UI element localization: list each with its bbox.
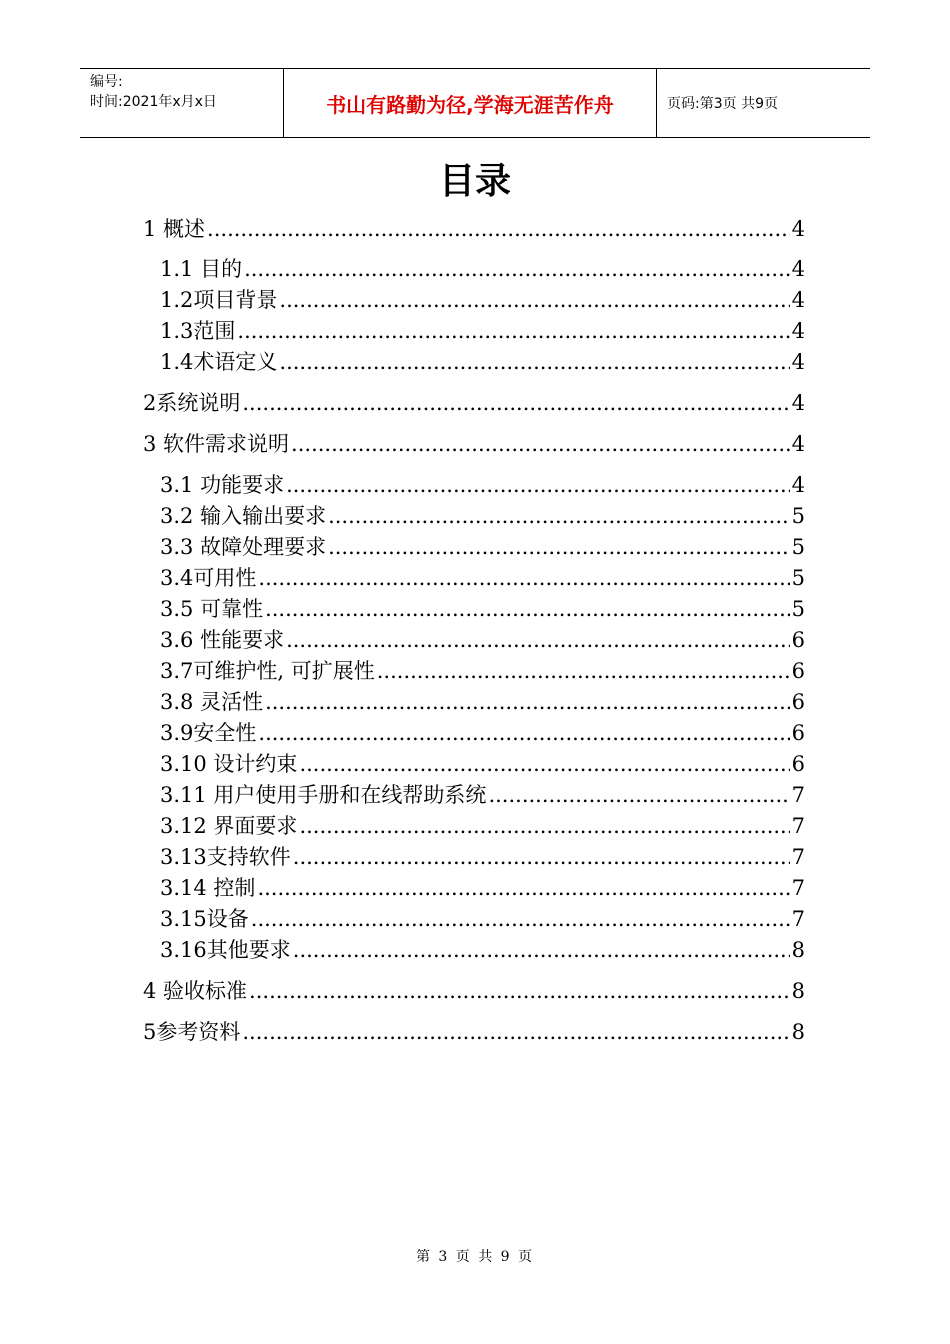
toc-entry[interactable] — [160, 287, 805, 313]
toc-entry[interactable] — [160, 813, 805, 839]
toc-entry-label: 3.3 故障处理要求 — [160, 535, 327, 559]
toc-entry[interactable] — [160, 720, 805, 746]
toc-entry-label: 4 验收标准 — [143, 979, 248, 1003]
toc-entry-label: 3.1 功能要求 — [160, 473, 285, 497]
toc-entry[interactable] — [160, 844, 805, 870]
header-motto: 书山有路勤为径,学海无涯苦作舟 — [283, 69, 657, 137]
toc-entry[interactable] — [160, 689, 805, 715]
toc-leader-dots — [242, 390, 789, 416]
toc-entry-page: 7 — [791, 783, 805, 807]
toc-entry[interactable] — [160, 937, 805, 963]
toc-entry[interactable] — [143, 1019, 805, 1045]
toc-entry-page: 6 — [791, 721, 805, 745]
toc-leader-dots — [279, 349, 789, 375]
toc-entry[interactable] — [160, 349, 805, 375]
toc-entry-label: 5参考资料 — [143, 1020, 241, 1044]
toc-entry-page: 5 — [791, 566, 805, 590]
toc-leader-dots — [257, 875, 789, 901]
toc-entry[interactable] — [160, 906, 805, 932]
toc-entry-label: 1.2项目背景 — [160, 288, 278, 312]
toc-leader-dots — [299, 813, 789, 839]
toc-entry[interactable] — [143, 390, 805, 416]
toc-leader-dots — [291, 431, 790, 457]
toc-entry[interactable] — [160, 565, 805, 591]
toc-entry-label: 3.11 用户使用手册和在线帮助系统 — [160, 783, 487, 807]
page-footer: 第 3 页 共 9 页 — [415, 1249, 535, 1265]
toc-entry-page: 8 — [791, 938, 805, 962]
toc-leader-dots — [293, 937, 790, 963]
header-time: 时间:2021年x月x日 — [90, 94, 217, 110]
toc-leader-dots — [258, 720, 789, 746]
toc-entry[interactable] — [143, 431, 805, 457]
toc-entry-page: 7 — [791, 814, 805, 838]
toc-entry-page: 6 — [791, 628, 805, 652]
toc-entry-label: 3.14 控制 — [160, 876, 256, 900]
toc-entry[interactable] — [143, 978, 805, 1004]
toc-entry-label: 3 软件需求说明 — [143, 432, 290, 456]
toc-leader-dots — [207, 216, 790, 242]
toc-entry-label: 3.6 性能要求 — [160, 628, 285, 652]
toc-entry-label: 3.15设备 — [160, 907, 249, 931]
toc-entry[interactable] — [160, 503, 805, 529]
toc-entry-page: 8 — [791, 1020, 805, 1044]
toc-entry-label: 2系统说明 — [143, 391, 241, 415]
toc-entry-label: 3.2 输入输出要求 — [160, 504, 327, 528]
toc-leader-dots — [488, 782, 789, 808]
toc-entry[interactable] — [160, 596, 805, 622]
toc-entry-page: 4 — [791, 350, 805, 374]
toc-entry[interactable] — [143, 216, 805, 242]
toc-leader-dots — [244, 256, 790, 282]
toc-entry-label: 1.4术语定义 — [160, 350, 278, 374]
toc-entry-page: 5 — [791, 504, 805, 528]
toc-entry[interactable] — [160, 627, 805, 653]
toc-entry-page: 7 — [791, 876, 805, 900]
toc-entry[interactable] — [160, 875, 805, 901]
toc-leader-dots — [286, 472, 790, 498]
toc-entry-label: 3.13支持软件 — [160, 845, 291, 869]
header-page-info: 页码:第3页 共9页 — [667, 96, 778, 112]
toc-leader-dots — [279, 287, 789, 313]
toc-entry-label: 3.8 灵活性 — [160, 690, 264, 714]
toc-entry[interactable] — [160, 751, 805, 777]
toc-leader-dots — [328, 534, 790, 560]
toc-entry-label: 3.7可维护性, 可扩展性 — [160, 659, 375, 683]
toc-leader-dots — [377, 658, 790, 684]
toc-leader-dots — [265, 596, 790, 622]
toc-entry[interactable] — [160, 658, 805, 684]
toc-entry-page: 6 — [791, 690, 805, 714]
toc-leader-dots — [265, 689, 790, 715]
header-number: 编号: — [90, 74, 123, 90]
toc-entry-label: 1.3范围 — [160, 319, 236, 343]
toc-leader-dots — [251, 906, 790, 932]
toc-entry-page: 5 — [791, 535, 805, 559]
header-meta — [80, 69, 283, 137]
toc-entry-label: 3.12 界面要求 — [160, 814, 298, 838]
toc-leader-dots — [286, 627, 790, 653]
toc-entry-page: 6 — [791, 659, 805, 683]
toc-entry-page: 4 — [791, 319, 805, 343]
toc-leader-dots — [237, 318, 789, 344]
toc-entry-page: 8 — [791, 979, 805, 1003]
toc-entry-label: 3.5 可靠性 — [160, 597, 264, 621]
toc-title: 目录 — [438, 161, 511, 202]
toc-entry[interactable] — [160, 782, 805, 808]
toc-leader-dots — [299, 751, 789, 777]
toc-leader-dots — [328, 503, 790, 529]
toc-entry[interactable] — [160, 256, 805, 282]
toc-entry-label: 1.1 目的 — [160, 257, 243, 281]
toc-entry-page: 4 — [791, 257, 805, 281]
toc-entry-page: 4 — [791, 473, 805, 497]
toc-entry-page: 7 — [791, 907, 805, 931]
toc-entry-label: 3.4可用性 — [160, 566, 257, 590]
toc-entry-label: 3.10 设计约束 — [160, 752, 298, 776]
toc-leader-dots — [258, 565, 789, 591]
toc-entry-page: 6 — [791, 752, 805, 776]
toc-entry-page: 4 — [791, 391, 805, 415]
toc-leader-dots — [293, 844, 790, 870]
toc-entry-label: 1 概述 — [143, 217, 206, 241]
toc-entry[interactable] — [160, 472, 805, 498]
toc-entry-page: 4 — [791, 217, 805, 241]
toc-entry-page: 7 — [791, 845, 805, 869]
toc-entry-label: 3.9安全性 — [160, 721, 257, 745]
toc-entry-page: 4 — [791, 288, 805, 312]
toc-entry[interactable] — [160, 318, 805, 344]
toc-entry-page: 4 — [791, 432, 805, 456]
toc-entry[interactable] — [160, 534, 805, 560]
toc-leader-dots — [242, 1019, 789, 1045]
toc-entry-page: 5 — [791, 597, 805, 621]
toc-entry-label: 3.16其他要求 — [160, 938, 291, 962]
document-header — [80, 68, 870, 138]
toc-leader-dots — [249, 978, 790, 1004]
